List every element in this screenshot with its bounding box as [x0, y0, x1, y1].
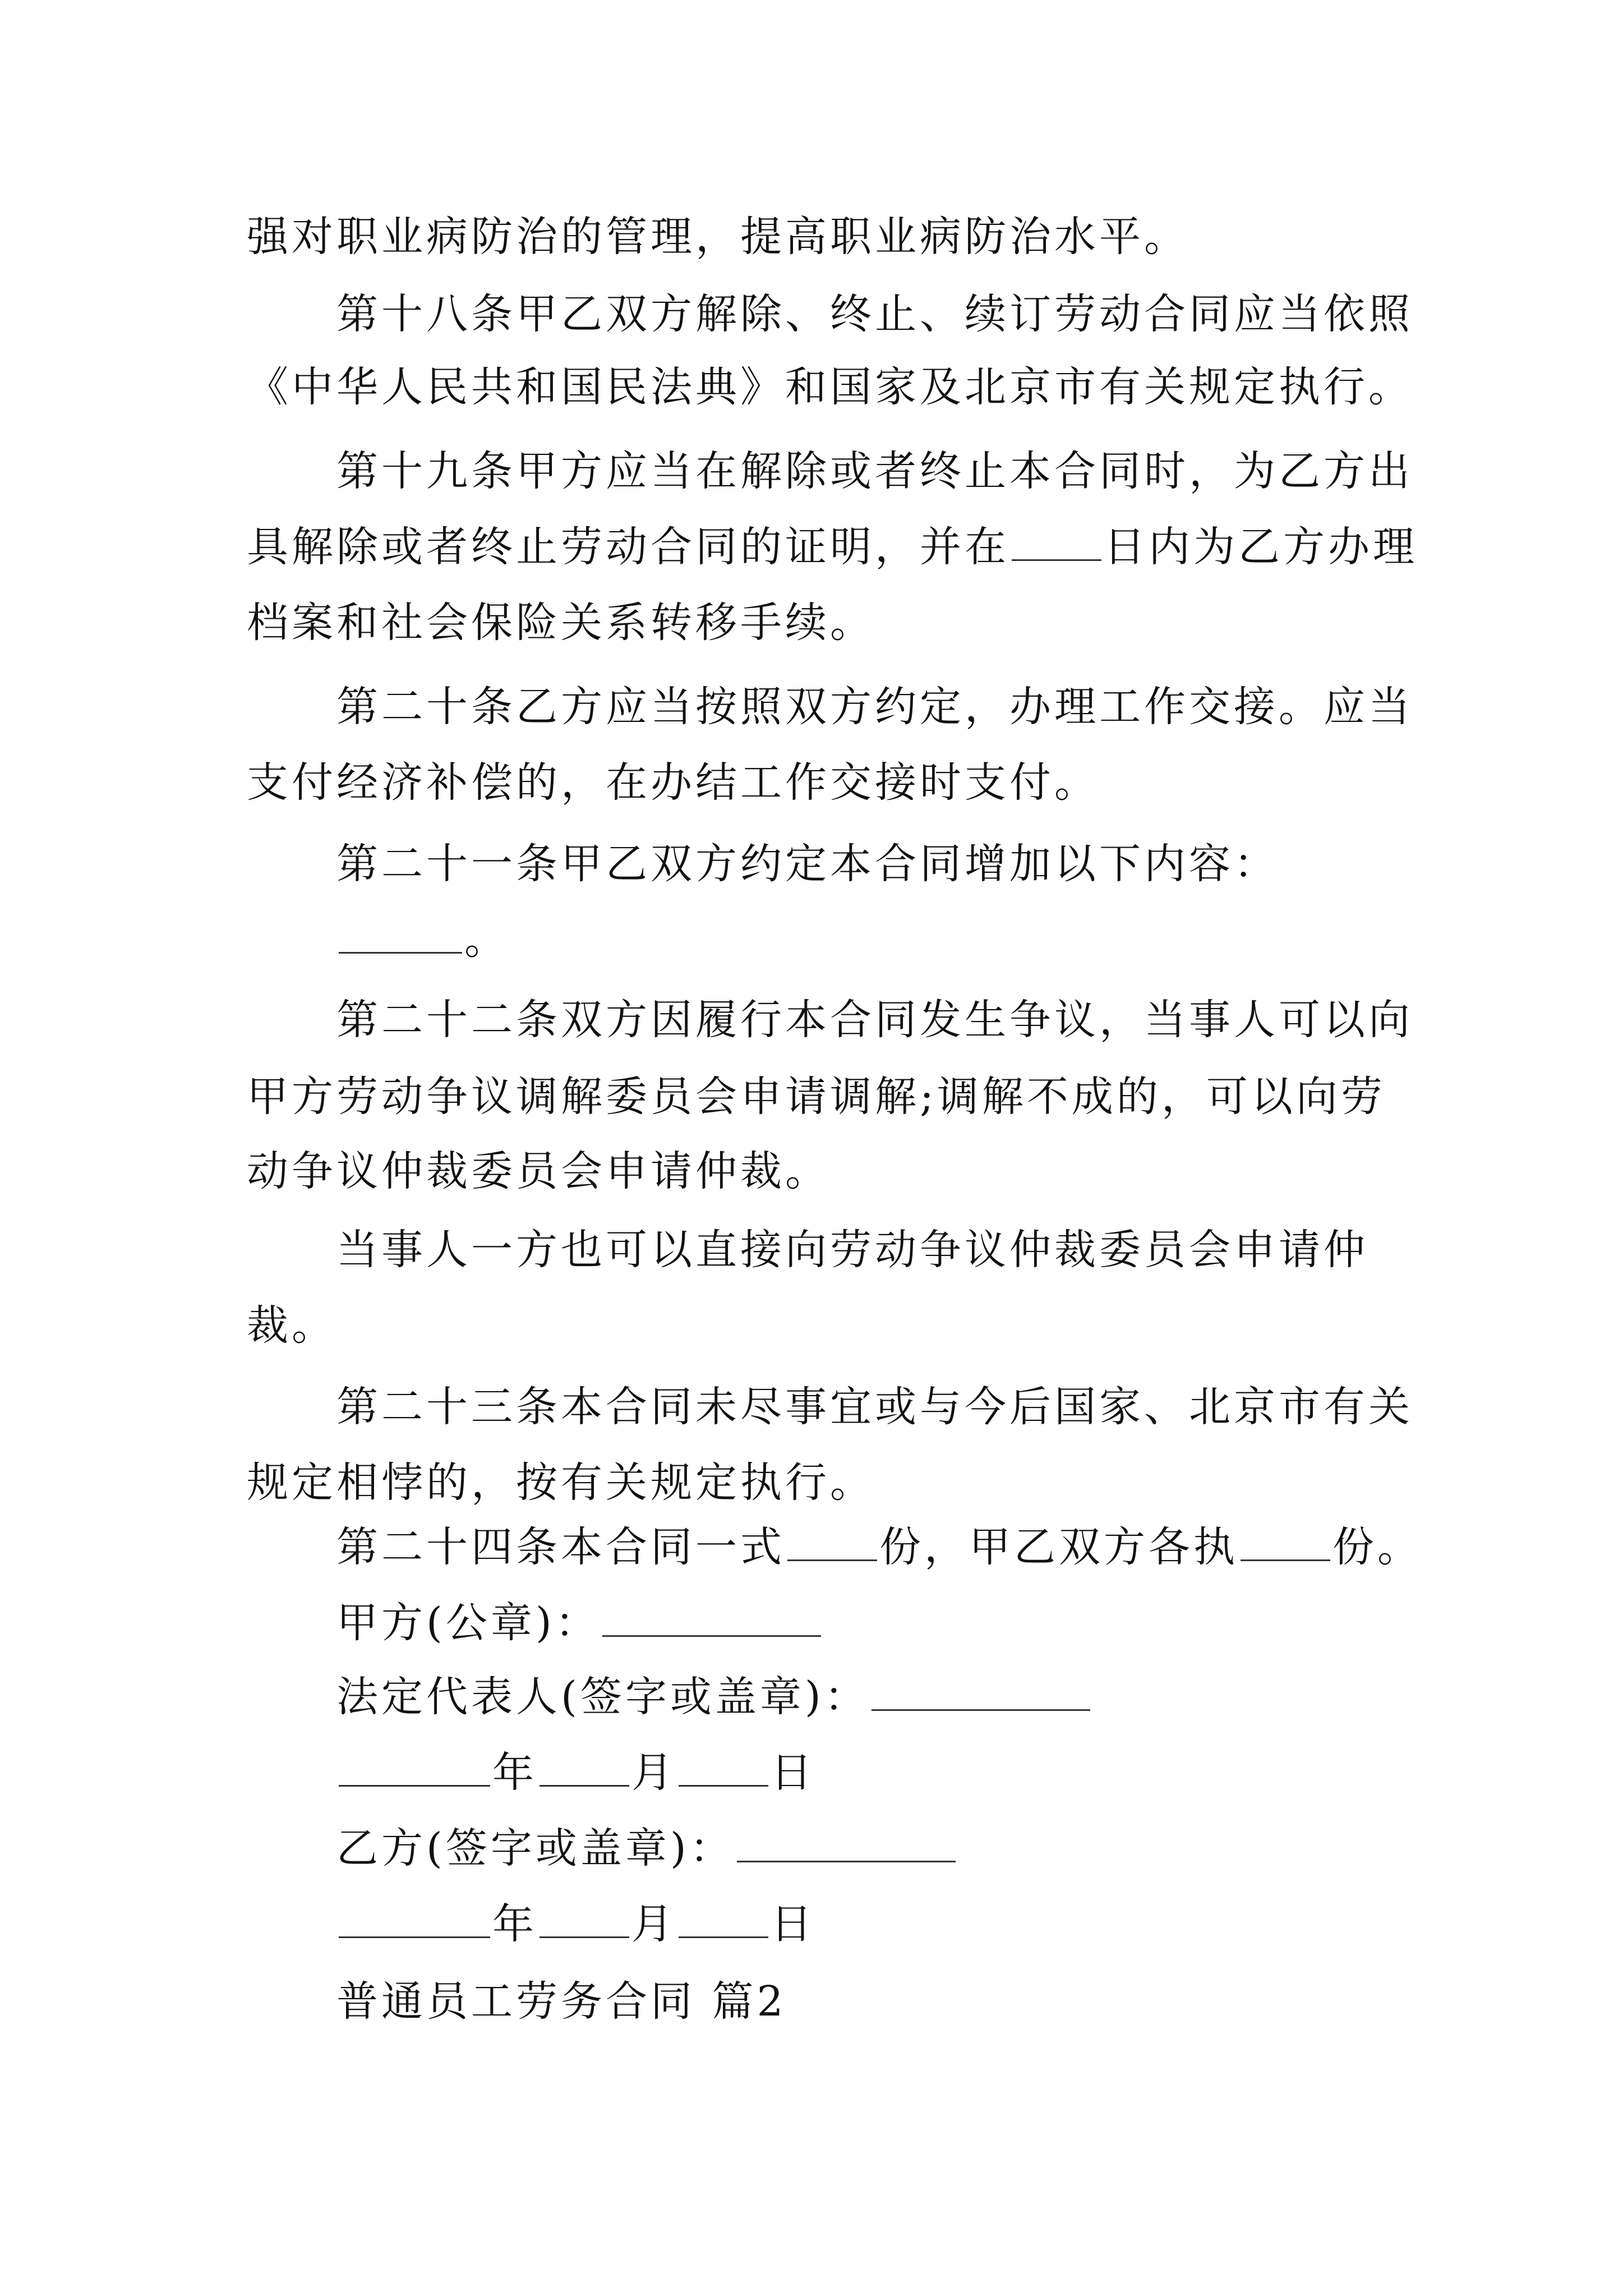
party-a-line: [336, 1595, 1481, 1651]
month-blank[interactable]: [540, 1897, 629, 1938]
article-20-line: 第二十条乙方应当按照双方约定，办理工作交接。应当: [336, 683, 1413, 731]
month-label: 月: [631, 1749, 676, 1797]
article-18-line: 第十八条甲乙双方解除、终止、续订劳动合同应当依照: [336, 290, 1413, 338]
copies-text: 份，甲乙双方各执: [879, 1523, 1238, 1571]
party-b-date-line: [336, 1896, 1481, 1952]
legal-rep-line: [336, 1669, 1481, 1725]
article-19-text: 日内为乙方办理: [1104, 523, 1418, 571]
party-a-seal-blank[interactable]: [602, 1596, 821, 1637]
day-blank[interactable]: [679, 1897, 768, 1938]
article-22-line: 动争议仲裁委员会申请仲裁。: [247, 1147, 830, 1195]
year-label: 年: [492, 1900, 537, 1948]
article-19-line: 第十九条甲方应当在解除或者终止本合同时，为乙方出: [336, 447, 1413, 495]
party-a-label: 甲方(公章)：: [336, 1599, 600, 1647]
legal-rep-signature-blank[interactable]: [872, 1670, 1090, 1711]
total-copies-blank[interactable]: [787, 1520, 877, 1561]
article-21-line: 第二十一条甲乙双方约定本合同增加以下内容：: [336, 840, 1279, 888]
article-24-line: [336, 1519, 1481, 1575]
article-19-line: 档案和社会保险关系转移手续。: [247, 599, 875, 647]
party-b-signature-blank[interactable]: [737, 1821, 956, 1862]
article-19-text: 具解除或者终止劳动合同的证明，并在: [247, 523, 1009, 571]
day-blank[interactable]: [679, 1746, 768, 1787]
article-20-line: 支付经济补偿的，在办结工作交接时支付。: [247, 758, 1099, 807]
additional-content-line: [336, 912, 1481, 968]
year-blank[interactable]: [339, 1897, 490, 1938]
year-blank[interactable]: [339, 1746, 490, 1787]
paragraph-line: 强对职业病防治的管理，提高职业病防治水平。: [247, 213, 1189, 261]
party-b-label: 乙方(签字或盖章)：: [336, 1824, 735, 1872]
next-section-title: 普通员工劳务合同 篇2: [336, 1977, 787, 2026]
article-23-line: 第二十三条本合同未尽事宜或与今后国家、北京市有关: [336, 1383, 1413, 1431]
article-23-line: 规定相悖的，按有关规定执行。: [247, 1458, 875, 1507]
additional-content-blank[interactable]: [339, 913, 462, 954]
copies-text: 份。: [1332, 1523, 1422, 1571]
days-blank[interactable]: [1012, 520, 1101, 561]
each-copies-blank[interactable]: [1241, 1520, 1330, 1561]
article-22-line: 甲方劳动争议调解委员会申请调解;调解不成的，可以向劳: [247, 1073, 1386, 1121]
article-22-line: 裁。: [247, 1301, 336, 1350]
article-18-line: 《中华人民共和国民法典》和国家及北京市有关规定执行。: [247, 363, 1413, 411]
party-a-date-line: [336, 1745, 1481, 1801]
month-label: 月: [631, 1900, 676, 1948]
day-label: 日: [771, 1749, 815, 1797]
article-19-line: [247, 519, 1418, 575]
period-mark: 。: [464, 915, 509, 964]
copies-text: 第二十四条本合同一式: [336, 1523, 785, 1571]
legal-rep-label: 法定代表人(签字或盖章)：: [336, 1673, 869, 1721]
party-b-line: [336, 1820, 1481, 1876]
month-blank[interactable]: [540, 1746, 629, 1787]
day-label: 日: [771, 1900, 815, 1948]
article-22-line: 当事人一方也可以直接向劳动争议仲裁委员会申请仲: [336, 1226, 1368, 1274]
article-22-line: 第二十二条双方因履行本合同发生争议，当事人可以向: [336, 996, 1413, 1044]
year-label: 年: [492, 1749, 537, 1797]
